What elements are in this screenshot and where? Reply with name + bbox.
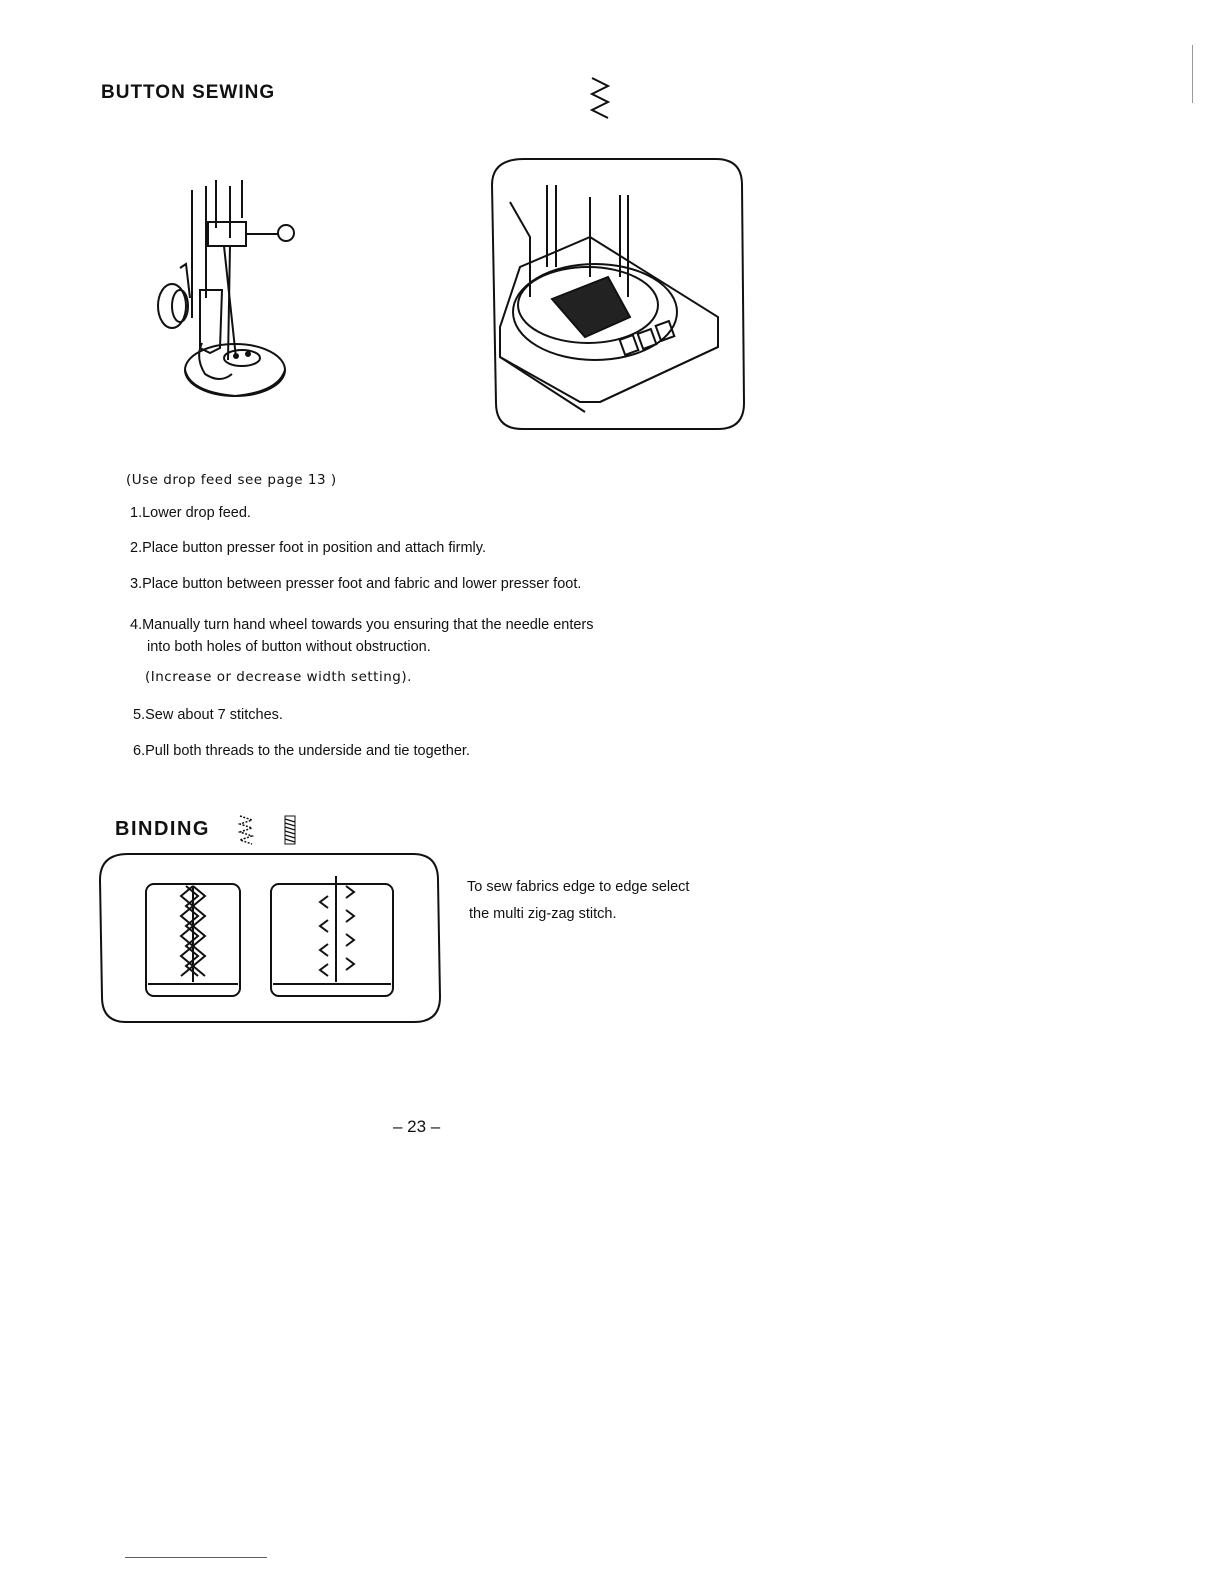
- drop-feed-note: (Use drop feed see page 13 ): [126, 472, 337, 488]
- binding-illustration-frame: [98, 852, 443, 1027]
- page-number: – 23 –: [393, 1117, 441, 1136]
- button-on-plate-illustration: [490, 157, 748, 432]
- step-5: 5.Sew about 7 stitches.: [133, 707, 283, 723]
- step-3: 3.Place button between presser foot and fabric and lower presser foot.: [130, 576, 582, 592]
- multi-zigzag-stitch-icon: [236, 814, 258, 846]
- binding-text-line-1: To sew fabrics edge to edge select: [467, 879, 690, 895]
- presser-foot-illustration: [150, 178, 300, 408]
- step-1: 1.Lower drop feed.: [130, 505, 251, 521]
- dense-stitch-icon: [283, 814, 297, 846]
- binding-text-line-2: the multi zig-zag stitch.: [469, 906, 617, 922]
- section-title-button-sewing: BUTTON SEWING: [101, 82, 276, 103]
- width-setting-note: (Increase or decrease width setting).: [145, 669, 412, 685]
- scan-edge-line: [1192, 45, 1193, 103]
- section-title-binding: BINDING: [115, 818, 210, 840]
- footer-rule: [125, 1557, 267, 1558]
- arrow-stitch-sample: [271, 876, 393, 996]
- step-4-continued: into both holes of button without obstruction.: [147, 639, 431, 655]
- double-diamond-stitch-sample: [146, 884, 240, 996]
- zigzag-stitch-icon: [586, 76, 616, 126]
- step-6: 6.Pull both threads to the underside and tie together.: [133, 743, 470, 759]
- step-4: 4.Manually turn hand wheel towards you ensuring that the needle enters: [130, 617, 594, 633]
- step-2: 2.Place button presser foot in position and attach firmly.: [130, 540, 486, 556]
